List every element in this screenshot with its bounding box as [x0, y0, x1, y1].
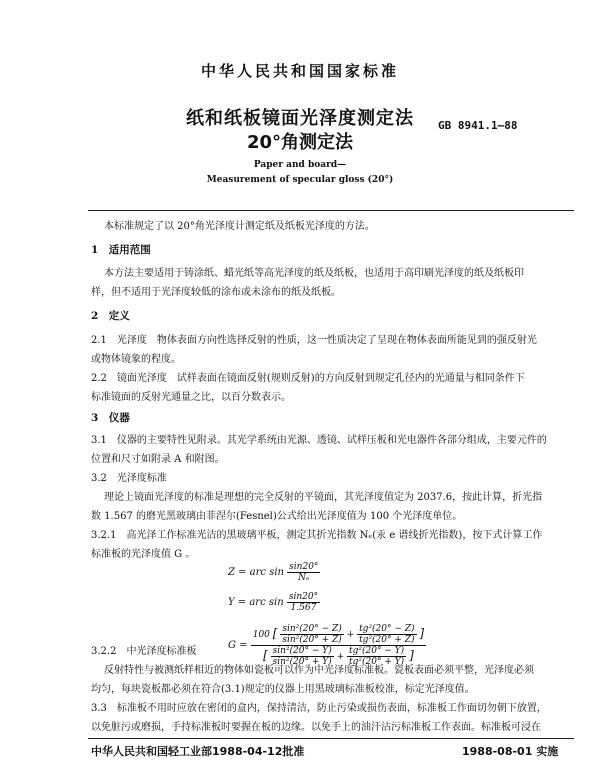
equation-z-lhs: Z = arc sin	[228, 567, 284, 578]
section-2-2-line-2: 标准镜面的反射光通量之比，以百分数表示。	[91, 392, 291, 403]
equation-z-fraction	[287, 562, 320, 583]
section-3-2-2-line-2: 均匀，每块瓷板都必须在符合(3.1)规定的仪器上用黑玻璃标准板校准，标定光泽度值。	[91, 684, 475, 695]
equation-g-plus-1: +	[346, 630, 355, 640]
equation-g-term-1-num: sin²(20° − Z)	[282, 624, 342, 634]
title-line-1: 纸和纸板镜面光泽度测定法	[186, 108, 414, 129]
equation-g-term-2-num: tg²(20° − Z)	[359, 624, 415, 634]
section-3-2-1-line-1: 3.2.1 高光泽工作标准光洁的黑玻璃平板，测定其折光指数 Nₑ(汞 e 谱线折光指数)，按下式计算工作	[91, 530, 543, 541]
equation-z-numerator: sin20°	[289, 562, 319, 572]
section-3-1-line-2: 位置和尺寸如附录 A 和附图。	[91, 454, 225, 465]
equation-y-denominator: 1.567	[290, 603, 317, 613]
equation-g-term-3-num: sin²(20° − Y)	[272, 646, 332, 656]
section-3-2-line-2: 数 1.567 的磨光黑玻璃由菲涅尔(Fesnel)公式给出光泽度值为 100 个光泽度单位。	[91, 511, 463, 522]
equation-y-fraction	[287, 592, 320, 613]
equation-g-plus-2: +	[336, 652, 345, 662]
equation-y-numerator: sin20°	[288, 592, 319, 602]
footer-divider	[88, 738, 574, 739]
section-2-2-line-1: 2.2 镜面光泽度 试样表面在镜面反射(规则反射)的方向反射到规定孔径内的光通量与相同条件下	[91, 373, 525, 384]
intro-paragraph: 本标准规定了以 20°角光泽度计测定纸及纸板光泽度的方法。	[104, 221, 375, 232]
section-1-body-line-2: 样，但不适用于光泽度较低的涂布或未涂布的纸及纸板。	[91, 287, 341, 298]
section-3-2-heading: 3.2 光泽度标准	[91, 473, 167, 484]
equation-g-term-2-den: tg²(20° + Z)	[359, 635, 415, 645]
title-line-2: 20°角测定法	[246, 132, 354, 153]
section-3-2-2-line-1: 反射特性与被测纸样相近的物体如瓷板可以作为中光泽度标准板。瓷板表面必须平整，光泽度必须	[104, 665, 534, 676]
section-2-1-line-2: 或物体镜象的程度。	[91, 354, 181, 365]
section-2-heading: 2 定义	[91, 310, 130, 322]
section-3-2-2-heading: 3.2.2 中光泽度标准板	[91, 646, 197, 657]
equation-z-denominator: Nₑ	[298, 573, 310, 583]
equation-g-numerator: 100 [ $\frac{\text{sin²(20° − Z)}}{\text{sin²(20° + Z)}}$ + $\frac{\text{tg²(20° − Z)}}{\text{tg²(20° + Z)}}$ ]	[252, 624, 425, 645]
equation-g-term-3-den: sin²(20° + Y)	[272, 657, 332, 667]
equation-g-lhs: G =	[228, 640, 248, 651]
section-3-2-1-line-2: 标准板的光泽度值 G 。	[91, 549, 196, 560]
equation-g-denominator: [ $\frac{\text{sin²(20° − Y)}}{\text{sin²(20° + Y)}}$ + $\frac{\text{tg²(20° − Y)}}{\text{tg²(20° + Y)}}$ ]	[263, 646, 414, 667]
section-1-body-line-1: 本方法主要适用于铸涂纸、蜡光纸等高光泽度的纸及纸板，也适用于高印刷光泽度的纸及纸板印	[104, 268, 524, 279]
section-2-1-line-1: 2.1 光泽度 物体表面方向性选择反射的性质，这一性质决定了呈现在物体表面所能见到的强反射光	[91, 335, 537, 346]
section-3-1-line-1: 3.1 仪器的主要特性见附录。其光学系统由光源、透镜、试样压板和光电器件各部分组成，主要元件的	[91, 435, 547, 446]
equation-g-term-1	[280, 624, 343, 645]
equation-g-term-4-num: tg²(20° − Y)	[349, 646, 405, 656]
section-3-3-line-2: 以免脏污或磨损，手持标准板时要握在板的边缘。以免手上的油汗沾污标准板工作表面。标准板可浸在	[91, 722, 541, 733]
english-title-line-2: Measurement of specular gloss (20°)	[206, 175, 394, 185]
equation-g-term-2	[357, 624, 416, 645]
section-1-heading: 1 适用范围	[91, 244, 151, 256]
equation-g-term-4-den: tg²(20° + Y)	[349, 657, 405, 667]
section-3-heading: 3 仪器	[91, 412, 130, 424]
implementation-date: 1988-08-01 实施	[462, 745, 559, 758]
equation-g-term-1-den: sin²(20° + Z)	[282, 635, 342, 645]
equation-y	[228, 592, 320, 613]
approval-date: 中华人民共和国轻工业部1988-04-12批准	[91, 745, 305, 758]
english-title-line-1: Paper and board—	[253, 160, 347, 170]
top-divider	[88, 210, 574, 211]
standard-number: GB 8941.1—88	[438, 119, 518, 132]
equation-g-numerator-coefficient: 100	[252, 630, 270, 640]
equation-z	[228, 562, 320, 583]
document-header: 中华人民共和国国家标准	[200, 62, 399, 80]
equation-y-lhs: Y = arc sin	[228, 597, 284, 608]
section-3-3-line-1: 3.3 标准板不用时应放在密闭的盒内，保持清洁，防止污染或损伤表面，标准板工作面切勿朝下放置，	[91, 703, 547, 714]
section-3-2-line-1: 理论上镜面光泽度的标准是理想的完全反射的平镜面，其光泽度值定为 2037.6，按此计算，折光指	[104, 492, 543, 503]
